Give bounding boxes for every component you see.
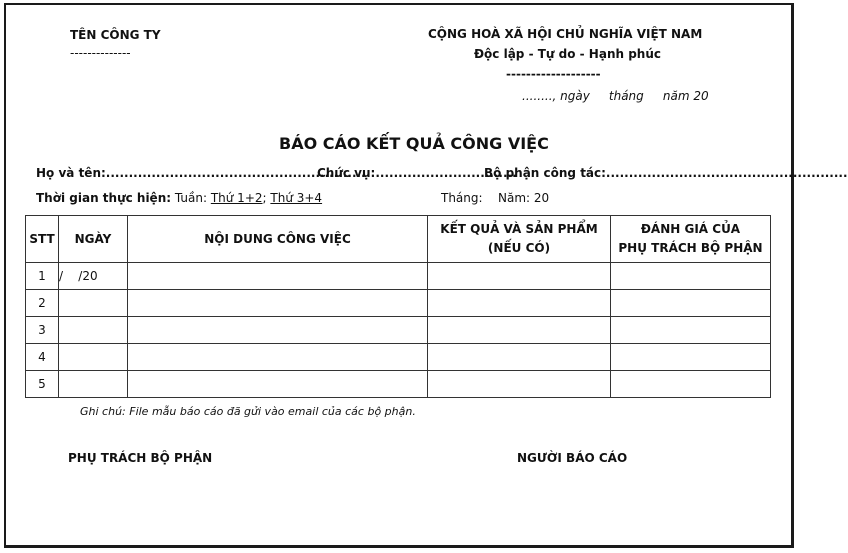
signature-left: PHỤ TRÁCH BỘ PHẬN bbox=[68, 451, 213, 465]
row-stt: 2 bbox=[26, 290, 59, 317]
company-name: TÊN CÔNG TY bbox=[70, 28, 161, 42]
header-result-line2: (NẾU CÓ) bbox=[487, 241, 551, 255]
row-result[interactable] bbox=[428, 371, 611, 398]
row-ngay[interactable] bbox=[59, 371, 128, 398]
row-stt: 3 bbox=[26, 317, 59, 344]
year-label: Năm: 20 bbox=[498, 191, 550, 205]
name-field[interactable]: Họ và tên:......................................................... bbox=[36, 166, 366, 180]
row-ngay[interactable] bbox=[59, 290, 128, 317]
row-result[interactable] bbox=[428, 344, 611, 371]
row-content[interactable] bbox=[128, 317, 428, 344]
row-content[interactable] bbox=[128, 371, 428, 398]
row-ngay[interactable]: / /20 bbox=[59, 263, 128, 290]
row-stt: 5 bbox=[26, 371, 59, 398]
table-row bbox=[26, 344, 771, 371]
row-ngay[interactable] bbox=[59, 344, 128, 371]
table-row bbox=[26, 371, 771, 398]
header-eval-line2: PHỤ TRÁCH BỘ PHẬN bbox=[618, 241, 763, 255]
position-field[interactable]: Chức vụ:............................... bbox=[317, 166, 517, 180]
report-title: BÁO CÁO KẾT QUẢ CÔNG VIỆC bbox=[279, 134, 549, 153]
table-row bbox=[26, 290, 771, 317]
table-row bbox=[26, 263, 771, 290]
row-result[interactable] bbox=[428, 263, 611, 290]
row-eval[interactable] bbox=[611, 317, 771, 344]
row-eval[interactable] bbox=[611, 344, 771, 371]
time-row bbox=[36, 191, 322, 205]
time-label: Thời gian thực hiện: bbox=[36, 191, 172, 205]
signature-right: NGƯỜI BÁO CÁO bbox=[517, 451, 628, 465]
row-eval[interactable] bbox=[611, 263, 771, 290]
week-1: Thứ 1+2 bbox=[210, 191, 263, 205]
row-content[interactable] bbox=[128, 344, 428, 371]
republic-title: CỘNG HOÀ XÃ HỘI CHỦ NGHĨA VIỆT NAM bbox=[428, 27, 703, 41]
row-eval[interactable] bbox=[611, 290, 771, 317]
week-2: Thứ 3+4 bbox=[270, 191, 323, 205]
date-line: ........, ngày tháng năm 20 bbox=[522, 89, 709, 103]
row-content[interactable] bbox=[128, 290, 428, 317]
row-eval[interactable] bbox=[611, 371, 771, 398]
republic-motto: Độc lập - Tự do - Hạnh phúc bbox=[474, 47, 661, 61]
company-dash: -------------- bbox=[70, 46, 131, 60]
month-label: Tháng: bbox=[441, 191, 483, 205]
week-separator: ; bbox=[262, 191, 267, 205]
row-content[interactable] bbox=[128, 263, 428, 290]
table-header-row bbox=[26, 216, 771, 263]
header-eval bbox=[611, 216, 771, 263]
week-label: Tuần: bbox=[174, 191, 207, 205]
header-ngay: NGÀY bbox=[59, 216, 128, 263]
header-stt: STT bbox=[26, 216, 59, 263]
row-stt: 1 bbox=[26, 263, 59, 290]
table-row bbox=[26, 317, 771, 344]
row-ngay[interactable] bbox=[59, 317, 128, 344]
row-stt: 4 bbox=[26, 344, 59, 371]
header-content: NỘI DUNG CÔNG VIỆC bbox=[128, 216, 428, 263]
row-result[interactable] bbox=[428, 290, 611, 317]
report-table bbox=[25, 215, 771, 398]
header-result-line1: KẾT QUẢ VÀ SẢN PHẨM bbox=[440, 222, 598, 236]
header-result bbox=[428, 216, 611, 263]
note-text: Ghi chú: File mẫu báo cáo đã gửi vào email của các bộ phận. bbox=[80, 405, 416, 418]
department-field[interactable]: Bộ phận công tác:..................................................... bbox=[484, 166, 848, 180]
row-result[interactable] bbox=[428, 317, 611, 344]
header-eval-line1: ĐÁNH GIÁ CỦA bbox=[640, 222, 741, 236]
republic-dash: ------------------- bbox=[506, 67, 601, 81]
